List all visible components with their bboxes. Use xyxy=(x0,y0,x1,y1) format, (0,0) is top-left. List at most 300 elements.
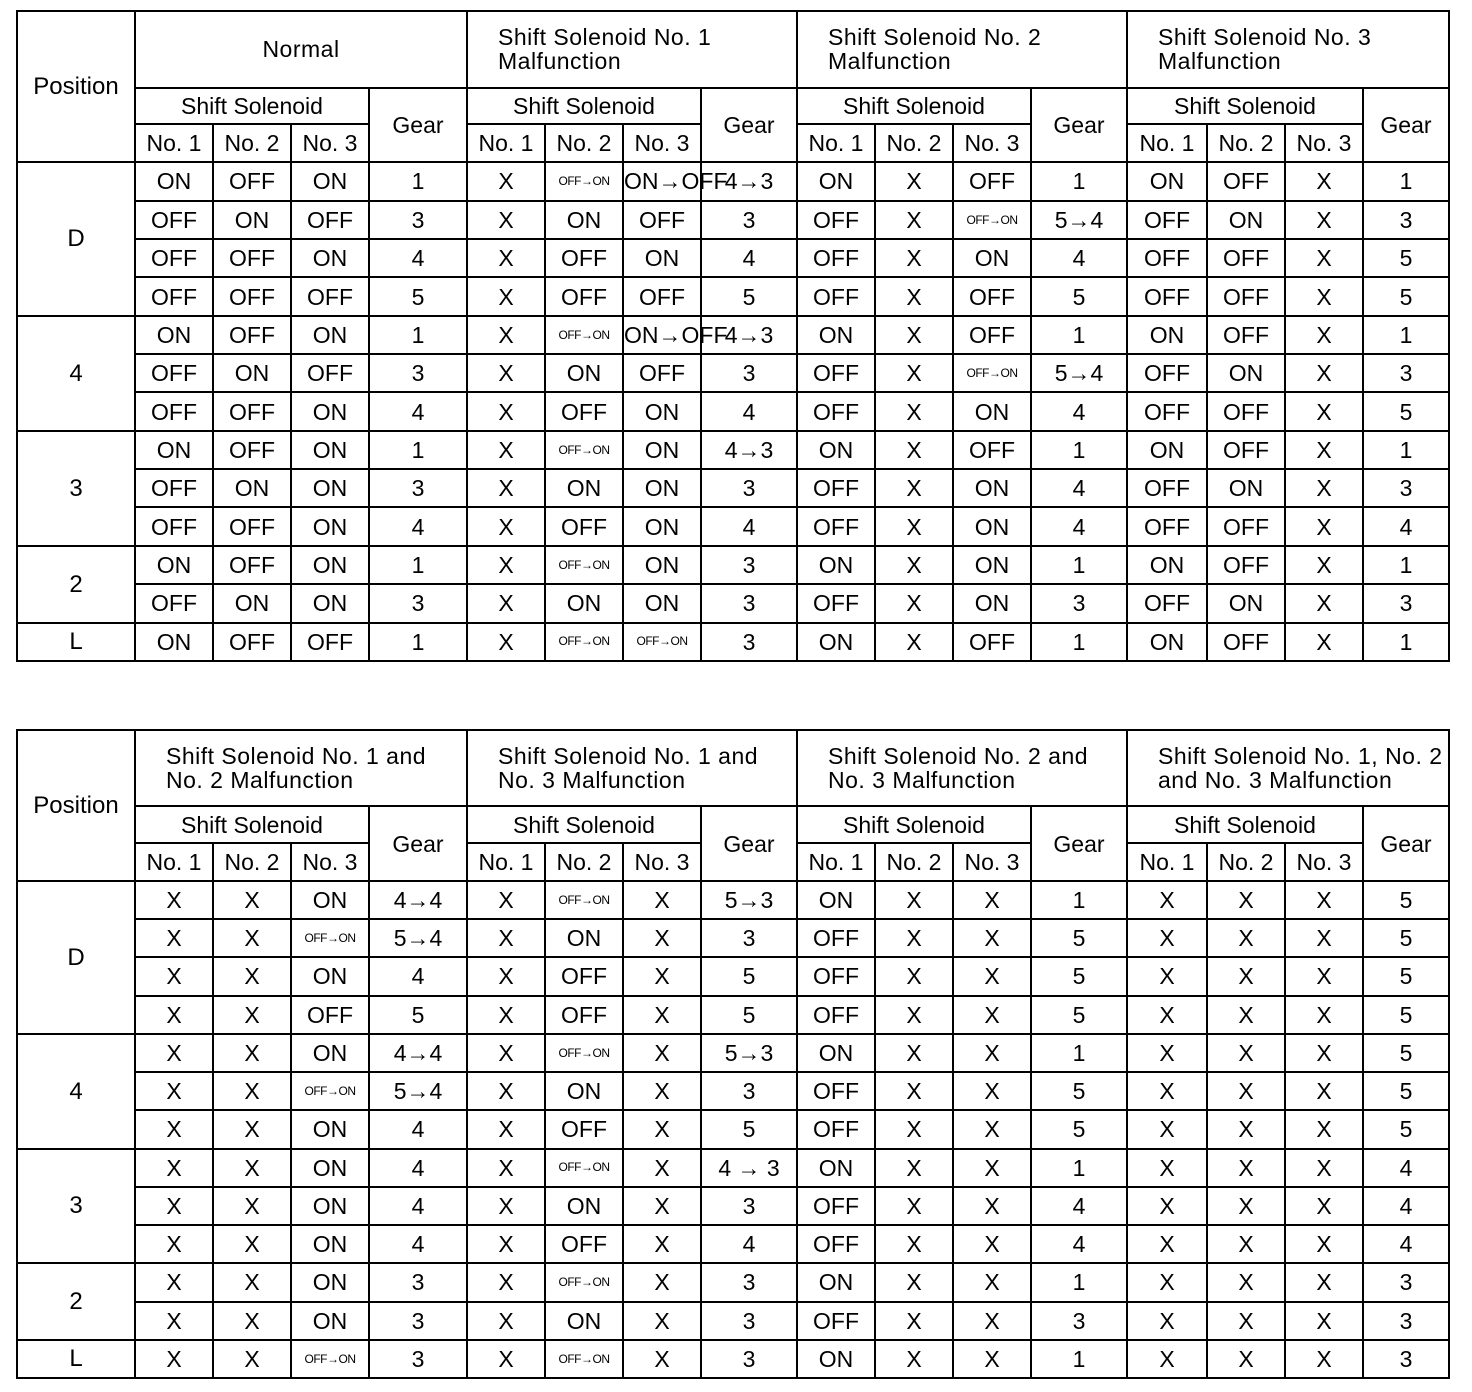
table-row xyxy=(17,469,1449,507)
solenoid-state-cell: X xyxy=(953,881,1031,919)
gear-cell: 3 xyxy=(1363,1340,1449,1378)
solenoid-state-cell: OFF xyxy=(797,957,875,995)
solenoid-state-cell: OFF xyxy=(545,239,623,277)
solenoid-state-cell: ON xyxy=(953,469,1031,507)
gear-cell: 5→4 xyxy=(369,919,467,957)
solenoid-state-cell: OFF xyxy=(797,239,875,277)
solenoid-state-cell: ON xyxy=(291,1187,369,1225)
position-label: 2 xyxy=(17,1263,135,1339)
gear-cell: 4 xyxy=(369,1187,467,1225)
solenoid-state-cell: OFF→ON xyxy=(545,1263,623,1301)
gear-header: Gear xyxy=(701,88,797,163)
gear-cell: 5 xyxy=(1363,1110,1449,1148)
solenoid-state-cell: OFF xyxy=(213,431,291,469)
solenoid-state-cell: OFF→ON xyxy=(623,623,701,662)
solenoid-state-cell: OFF→ON xyxy=(953,201,1031,239)
solenoid-state-cell: OFF xyxy=(291,201,369,239)
solenoid-state-cell: X xyxy=(467,469,545,507)
solenoid-state-cell: X xyxy=(875,1110,953,1148)
group-header: Normal xyxy=(135,11,467,88)
solenoid-state-cell: X xyxy=(623,1110,701,1148)
solenoid-state-cell: ON→OFF xyxy=(623,162,701,200)
solenoid-state-cell: X xyxy=(135,881,213,919)
solenoid-state-cell: X xyxy=(467,1187,545,1225)
gear-cell: 3 xyxy=(701,201,797,239)
solenoid-state-cell: OFF xyxy=(797,996,875,1034)
solenoid-state-cell: X xyxy=(953,1187,1031,1225)
solenoid-state-cell: ON xyxy=(135,316,213,354)
table-row xyxy=(17,623,1449,662)
gear-cell: 1 xyxy=(1363,316,1449,354)
solenoid-state-cell: X xyxy=(623,1072,701,1110)
solenoid-state-cell: X xyxy=(467,957,545,995)
solenoid-state-cell: ON xyxy=(545,201,623,239)
solenoid-state-cell: OFF xyxy=(1127,469,1207,507)
gear-cell: 4→3 xyxy=(701,162,797,200)
table-row xyxy=(17,239,1449,277)
gear-cell: 5 xyxy=(701,996,797,1034)
solenoid-state-cell: X xyxy=(213,1340,291,1378)
table-row xyxy=(17,1034,1449,1072)
solenoid-state-cell: X xyxy=(953,1149,1031,1187)
solenoid-state-cell: OFF xyxy=(797,919,875,957)
solenoid-number-header: No. 1 xyxy=(1127,124,1207,162)
table-row xyxy=(17,277,1449,315)
solenoid-state-cell: OFF xyxy=(1127,507,1207,545)
solenoid-state-cell: OFF xyxy=(135,469,213,507)
solenoid-state-cell: X xyxy=(1285,392,1363,430)
solenoid-table-2 xyxy=(16,729,1450,1379)
gear-cell: 5 xyxy=(701,277,797,315)
gear-cell: 5→3 xyxy=(701,881,797,919)
gear-cell: 4 xyxy=(1031,469,1127,507)
solenoid-state-cell: ON xyxy=(623,546,701,584)
solenoid-state-cell: X xyxy=(953,1034,1031,1072)
gear-cell: 3 xyxy=(1031,584,1127,622)
solenoid-state-cell: OFF xyxy=(797,354,875,392)
solenoid-state-cell: ON xyxy=(797,316,875,354)
gear-cell: 3 xyxy=(369,1302,467,1340)
position-label: L xyxy=(17,623,135,662)
solenoid-state-cell: X xyxy=(1285,1072,1363,1110)
solenoid-state-cell: X xyxy=(1285,996,1363,1034)
position-label: L xyxy=(17,1340,135,1378)
gear-cell: 5 xyxy=(1363,239,1449,277)
gear-cell: 5 xyxy=(369,277,467,315)
solenoid-state-cell: X xyxy=(467,277,545,315)
solenoid-state-cell: X xyxy=(1207,919,1285,957)
solenoid-state-cell: OFF→ON xyxy=(545,1034,623,1072)
solenoid-state-cell: ON xyxy=(135,431,213,469)
gear-cell: 3 xyxy=(1363,469,1449,507)
gear-cell: 4 xyxy=(1363,1149,1449,1187)
solenoid-state-cell: ON xyxy=(545,584,623,622)
gear-cell: 3 xyxy=(369,201,467,239)
gear-cell: 5 xyxy=(1031,996,1127,1034)
solenoid-number-header: No. 2 xyxy=(875,843,953,881)
solenoid-state-cell: X xyxy=(1127,1034,1207,1072)
gear-cell: 5 xyxy=(1031,277,1127,315)
solenoid-state-cell: X xyxy=(875,469,953,507)
gear-cell: 3 xyxy=(701,546,797,584)
subheader-row xyxy=(17,806,1449,842)
table-row xyxy=(17,201,1449,239)
solenoid-state-cell: OFF xyxy=(135,354,213,392)
solenoid-number-header: No. 3 xyxy=(623,124,701,162)
solenoid-number-header: No. 3 xyxy=(1285,124,1363,162)
solenoid-state-cell: OFF→ON xyxy=(545,623,623,662)
gear-cell: 4 xyxy=(369,1225,467,1263)
solenoid-state-cell: OFF xyxy=(797,469,875,507)
gear-cell: 5 xyxy=(1031,957,1127,995)
solenoid-state-cell: X xyxy=(953,1225,1031,1263)
gear-cell: 5→4 xyxy=(369,1072,467,1110)
solenoid-state-cell: ON xyxy=(623,584,701,622)
table-row xyxy=(17,957,1449,995)
position-label: 3 xyxy=(17,431,135,546)
solenoid-state-cell: X xyxy=(1285,201,1363,239)
position-label: 4 xyxy=(17,316,135,431)
position-header: Position xyxy=(17,11,135,162)
gear-cell: 3 xyxy=(701,1263,797,1301)
solenoid-number-header: No. 1 xyxy=(135,843,213,881)
solenoid-state-cell: X xyxy=(875,239,953,277)
solenoid-state-cell: X xyxy=(623,1340,701,1378)
solenoid-state-cell: X xyxy=(1207,1340,1285,1378)
solenoid-state-cell: X xyxy=(623,957,701,995)
solenoid-state-cell: OFF xyxy=(1127,201,1207,239)
gear-cell: 5 xyxy=(1363,1034,1449,1072)
solenoid-state-cell: OFF xyxy=(797,277,875,315)
solenoid-state-cell: X xyxy=(623,919,701,957)
solenoid-state-cell: OFF→ON xyxy=(545,1340,623,1378)
gear-cell: 1 xyxy=(1031,623,1127,662)
solenoid-state-cell: OFF xyxy=(1207,316,1285,354)
gear-cell: 3 xyxy=(1363,1302,1449,1340)
gear-cell: 3 xyxy=(369,354,467,392)
solenoid-state-cell: X xyxy=(1285,1340,1363,1378)
solenoid-state-cell: X xyxy=(467,507,545,545)
gear-cell: 4 → 3 xyxy=(701,1149,797,1187)
gear-cell: 3 xyxy=(701,584,797,622)
gear-cell: 4 xyxy=(1031,507,1127,545)
solenoid-state-cell: X xyxy=(135,1263,213,1301)
gear-cell: 5 xyxy=(1031,1110,1127,1148)
solenoid-state-cell: X xyxy=(467,1149,545,1187)
solenoid-state-cell: X xyxy=(213,1263,291,1301)
solenoid-state-cell: X xyxy=(875,623,953,662)
solenoid-state-cell: X xyxy=(135,1302,213,1340)
solenoid-state-cell: ON xyxy=(291,957,369,995)
solenoid-state-cell: X xyxy=(1285,1263,1363,1301)
gear-cell: 4→4 xyxy=(369,881,467,919)
table-row xyxy=(17,1263,1449,1301)
solenoid-state-cell: X xyxy=(1207,1187,1285,1225)
solenoid-state-cell: OFF xyxy=(213,546,291,584)
solenoid-state-cell: ON xyxy=(291,162,369,200)
solenoid-state-cell: OFF xyxy=(1207,623,1285,662)
gear-cell: 5→4 xyxy=(1031,354,1127,392)
solenoid-state-cell: OFF xyxy=(545,392,623,430)
solenoid-state-cell: X xyxy=(1285,1302,1363,1340)
group-header: Shift Solenoid No. 1 and No. 2 Malfunction xyxy=(135,730,467,806)
solenoid-state-cell: X xyxy=(135,1110,213,1148)
solenoid-state-cell: X xyxy=(135,1149,213,1187)
position-label: D xyxy=(17,162,135,315)
solenoid-state-cell: X xyxy=(875,996,953,1034)
gear-cell: 5→4 xyxy=(1031,201,1127,239)
shift-solenoid-header: Shift Solenoid xyxy=(467,806,701,842)
solenoid-number-header: No. 2 xyxy=(213,843,291,881)
solenoid-number-header: No. 3 xyxy=(291,843,369,881)
solenoid-state-cell: X xyxy=(1207,996,1285,1034)
solenoid-number-header: No. 1 xyxy=(1127,843,1207,881)
solenoid-state-cell: OFF xyxy=(135,584,213,622)
solenoid-state-cell: X xyxy=(467,881,545,919)
solenoid-state-cell: X xyxy=(213,881,291,919)
solenoid-state-cell: X xyxy=(1207,1072,1285,1110)
solenoid-state-cell: OFF→ON xyxy=(953,354,1031,392)
solenoid-state-cell: OFF xyxy=(545,1110,623,1148)
solenoid-state-cell: OFF xyxy=(1207,239,1285,277)
gear-cell: 4 xyxy=(369,1149,467,1187)
solenoid-state-cell: ON xyxy=(545,354,623,392)
solenoid-state-cell: ON xyxy=(135,623,213,662)
gear-cell: 1 xyxy=(1031,881,1127,919)
solenoid-state-cell: OFF xyxy=(1127,584,1207,622)
solenoid-state-cell: X xyxy=(1285,239,1363,277)
solenoid-state-cell: ON xyxy=(1207,201,1285,239)
solenoid-state-cell: OFF xyxy=(135,239,213,277)
solenoid-state-cell: ON xyxy=(623,392,701,430)
solenoid-state-cell: X xyxy=(875,1225,953,1263)
solenoid-state-cell: X xyxy=(1285,277,1363,315)
solenoid-state-cell: ON xyxy=(291,469,369,507)
table-row xyxy=(17,392,1449,430)
shift-solenoid-header: Shift Solenoid xyxy=(135,806,369,842)
solenoid-state-cell: X xyxy=(875,277,953,315)
solenoid-state-cell: X xyxy=(213,1149,291,1187)
gear-cell: 5 xyxy=(1363,392,1449,430)
solenoid-state-cell: OFF xyxy=(545,1225,623,1263)
gear-cell: 4→4 xyxy=(369,1034,467,1072)
gear-cell: 5 xyxy=(1031,1072,1127,1110)
solenoid-state-cell: X xyxy=(875,354,953,392)
solenoid-state-cell: X xyxy=(1207,1225,1285,1263)
gear-cell: 4 xyxy=(369,507,467,545)
solenoid-state-cell: ON xyxy=(213,354,291,392)
position-label: D xyxy=(17,881,135,1034)
solenoid-number-header: No. 3 xyxy=(953,124,1031,162)
solenoid-state-cell: X xyxy=(953,1302,1031,1340)
solenoid-state-cell: X xyxy=(467,584,545,622)
solenoid-state-cell: OFF xyxy=(545,277,623,315)
gear-cell: 3 xyxy=(369,469,467,507)
solenoid-state-cell: ON xyxy=(545,1302,623,1340)
shift-solenoid-header: Shift Solenoid xyxy=(797,88,1031,124)
solenoid-state-cell: ON xyxy=(545,469,623,507)
solenoid-state-cell: X xyxy=(1285,957,1363,995)
gear-cell: 3 xyxy=(701,1340,797,1378)
solenoid-state-cell: OFF xyxy=(545,507,623,545)
gear-cell: 3 xyxy=(1363,584,1449,622)
gear-cell: 1 xyxy=(1363,162,1449,200)
shift-solenoid-header: Shift Solenoid xyxy=(1127,88,1363,124)
gear-cell: 4 xyxy=(701,1225,797,1263)
solenoid-state-cell: OFF xyxy=(545,957,623,995)
solenoid-state-cell: OFF xyxy=(213,316,291,354)
gear-cell: 4 xyxy=(1031,1187,1127,1225)
solenoid-state-cell: X xyxy=(1285,507,1363,545)
solenoid-state-cell: ON xyxy=(623,431,701,469)
group-header: Shift Solenoid No. 3 Malfunction xyxy=(1127,11,1449,88)
solenoid-state-cell: X xyxy=(1285,162,1363,200)
gear-cell: 1 xyxy=(1031,546,1127,584)
solenoid-state-cell: X xyxy=(1285,881,1363,919)
solenoid-state-cell: X xyxy=(135,1034,213,1072)
solenoid-state-cell: OFF xyxy=(797,392,875,430)
solenoid-state-cell: ON xyxy=(135,546,213,584)
solenoid-state-cell: X xyxy=(213,1072,291,1110)
solenoid-number-header: No. 2 xyxy=(545,843,623,881)
gear-cell: 4 xyxy=(701,239,797,277)
solenoid-number-header: No. 1 xyxy=(135,124,213,162)
solenoid-state-cell: X xyxy=(875,201,953,239)
solenoid-state-cell: X xyxy=(1285,623,1363,662)
solenoid-state-cell: OFF xyxy=(1207,277,1285,315)
gear-cell: 3 xyxy=(369,1340,467,1378)
gear-header: Gear xyxy=(369,88,467,163)
solenoid-number-header: No. 2 xyxy=(1207,843,1285,881)
solenoid-state-cell: X xyxy=(1127,1302,1207,1340)
solenoid-state-cell: X xyxy=(623,1034,701,1072)
solenoid-state-cell: X xyxy=(467,431,545,469)
solenoid-state-cell: ON xyxy=(291,1110,369,1148)
solenoid-state-cell: ON xyxy=(545,1187,623,1225)
solenoid-state-cell: X xyxy=(467,1072,545,1110)
gear-cell: 4→3 xyxy=(701,316,797,354)
solenoid-state-cell: X xyxy=(1207,1263,1285,1301)
solenoid-state-cell: X xyxy=(875,1187,953,1225)
solenoid-state-cell: ON xyxy=(797,546,875,584)
solenoid-state-cell: X xyxy=(875,1034,953,1072)
solenoid-state-cell: X xyxy=(623,1302,701,1340)
solenoid-state-cell: OFF xyxy=(1207,162,1285,200)
solenoid-state-cell: X xyxy=(1285,316,1363,354)
solenoid-state-cell: X xyxy=(1285,1149,1363,1187)
solenoid-state-cell: ON xyxy=(953,507,1031,545)
position-label: 3 xyxy=(17,1149,135,1264)
solenoid-state-cell: ON xyxy=(1127,623,1207,662)
solenoid-state-cell: X xyxy=(1285,1110,1363,1148)
solenoid-state-cell: OFF xyxy=(797,1225,875,1263)
solenoid-state-cell: X xyxy=(1285,1034,1363,1072)
gear-cell: 3 xyxy=(701,919,797,957)
solenoid-state-cell: OFF xyxy=(1127,392,1207,430)
solenoid-state-cell: X xyxy=(1127,881,1207,919)
solenoid-state-cell: OFF xyxy=(623,277,701,315)
solenoid-state-cell: OFF xyxy=(797,1072,875,1110)
table-row xyxy=(17,546,1449,584)
solenoid-state-cell: X xyxy=(467,1302,545,1340)
solenoid-state-cell: ON xyxy=(291,1263,369,1301)
solenoid-state-cell: X xyxy=(875,1302,953,1340)
solenoid-state-cell: X xyxy=(467,1225,545,1263)
gear-cell: 1 xyxy=(1363,546,1449,584)
gear-cell: 4 xyxy=(369,392,467,430)
solenoid-state-cell: X xyxy=(467,1110,545,1148)
solenoid-state-cell: OFF→ON xyxy=(545,546,623,584)
solenoid-state-cell: OFF xyxy=(797,584,875,622)
gear-header: Gear xyxy=(701,806,797,880)
table-row xyxy=(17,1072,1449,1110)
gear-cell: 4 xyxy=(1031,392,1127,430)
solenoid-state-cell: ON xyxy=(1207,469,1285,507)
shift-solenoid-header: Shift Solenoid xyxy=(467,88,701,124)
solenoid-state-cell: X xyxy=(875,392,953,430)
solenoid-state-cell: OFF xyxy=(623,201,701,239)
solenoid-state-cell: X xyxy=(1207,1149,1285,1187)
solenoid-state-cell: X xyxy=(1127,957,1207,995)
gear-cell: 1 xyxy=(1031,162,1127,200)
solenoid-state-cell: X xyxy=(623,1225,701,1263)
solenoid-state-cell: ON xyxy=(1207,584,1285,622)
solenoid-state-cell: X xyxy=(1127,1187,1207,1225)
solenoid-state-cell: X xyxy=(953,919,1031,957)
group-header-row xyxy=(17,11,1449,88)
solenoid-state-cell: X xyxy=(135,1072,213,1110)
solenoid-state-cell: X xyxy=(1127,1149,1207,1187)
solenoid-state-cell: ON xyxy=(953,239,1031,277)
solenoid-state-cell: OFF xyxy=(623,354,701,392)
solenoid-state-cell: ON xyxy=(797,1340,875,1378)
gear-cell: 5 xyxy=(1363,957,1449,995)
solenoid-state-cell: ON xyxy=(291,546,369,584)
solenoid-state-cell: ON xyxy=(1127,431,1207,469)
solenoid-state-cell: OFF xyxy=(1127,354,1207,392)
gear-cell: 3 xyxy=(369,1263,467,1301)
solenoid-state-cell: OFF xyxy=(213,623,291,662)
gear-cell: 1 xyxy=(369,546,467,584)
shift-solenoid-header: Shift Solenoid xyxy=(135,88,369,124)
solenoid-state-cell: ON xyxy=(797,881,875,919)
solenoid-state-cell: ON xyxy=(291,584,369,622)
table-row xyxy=(17,1225,1449,1263)
solenoid-state-cell: OFF xyxy=(135,392,213,430)
solenoid-state-cell: ON xyxy=(953,392,1031,430)
gear-cell: 4 xyxy=(701,507,797,545)
gear-cell: 1 xyxy=(1031,1149,1127,1187)
position-label: 4 xyxy=(17,1034,135,1149)
gear-cell: 1 xyxy=(369,431,467,469)
solenoid-state-cell: X xyxy=(467,162,545,200)
group-header: Shift Solenoid No. 2 Malfunction xyxy=(797,11,1127,88)
gear-cell: 1 xyxy=(369,162,467,200)
solenoid-state-cell: OFF xyxy=(213,277,291,315)
table-row xyxy=(17,919,1449,957)
solenoid-state-cell: X xyxy=(213,1302,291,1340)
solenoid-state-cell: X xyxy=(1285,584,1363,622)
solenoid-state-cell: X xyxy=(467,392,545,430)
table-row xyxy=(17,1187,1449,1225)
solenoid-state-cell: X xyxy=(953,996,1031,1034)
solenoid-state-cell: X xyxy=(623,1187,701,1225)
solenoid-state-cell: OFF→ON xyxy=(545,881,623,919)
gear-cell: 3 xyxy=(701,469,797,507)
gear-cell: 1 xyxy=(369,316,467,354)
solenoid-state-cell: ON xyxy=(291,392,369,430)
solenoid-number-header: No. 2 xyxy=(1207,124,1285,162)
